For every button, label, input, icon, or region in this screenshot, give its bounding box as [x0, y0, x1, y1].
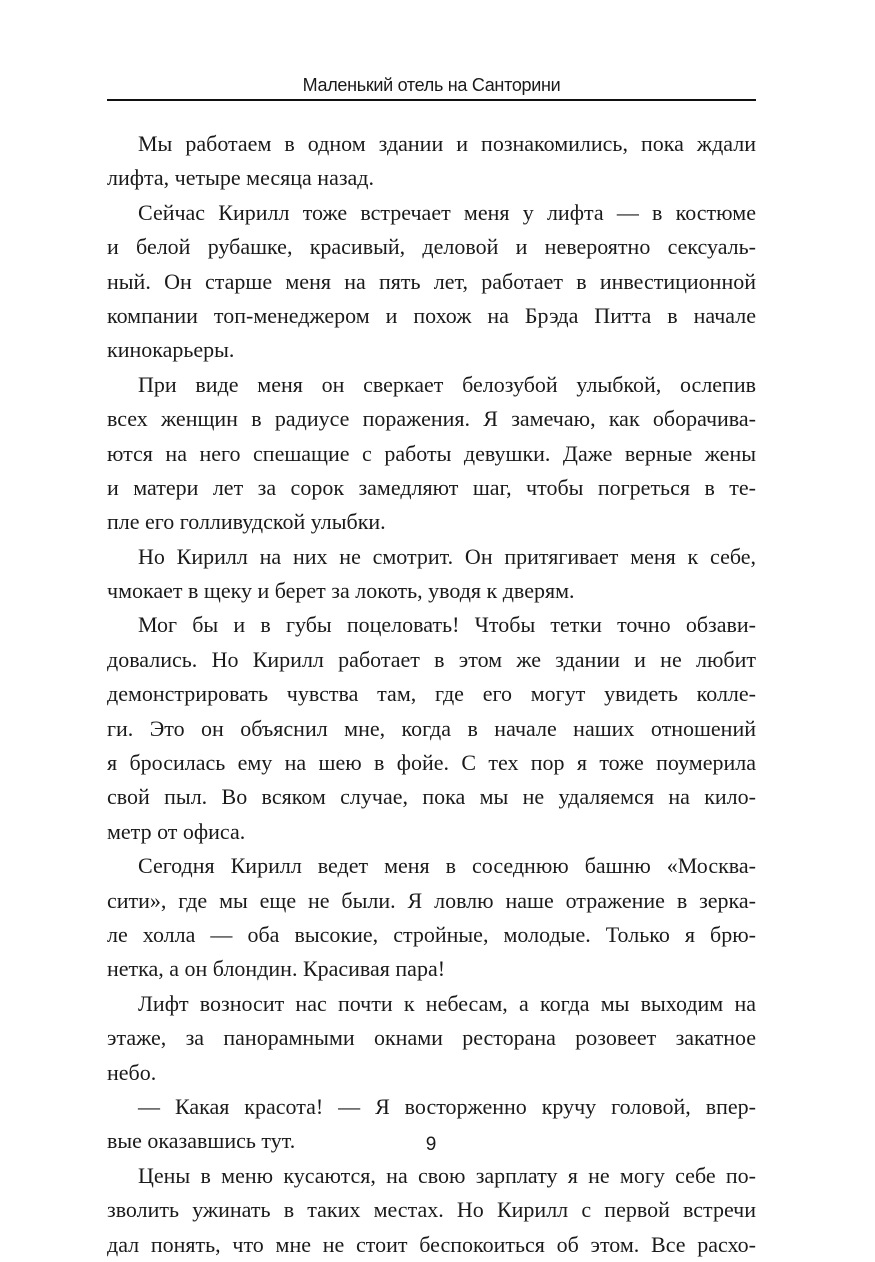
- text-line: демонстрировать чувства там, где его могут увидеть колле-: [107, 681, 756, 707]
- text-line: дал понять, что мне не стоит беспокоиться об этом. Все расхо-: [107, 1231, 756, 1257]
- body-text: [107, 127, 756, 1262]
- paragraph: [107, 368, 756, 540]
- text-line: ги. Это он объяснил мне, когда в начале наших отношений: [107, 715, 756, 741]
- text-line: свой пыл. Во всяком случае, пока мы не удаляемся на кило-: [107, 784, 756, 810]
- text-line: и матери лет за сорок замедляют шаг, чтобы погреться в те-: [107, 474, 756, 500]
- paragraph: [107, 540, 756, 609]
- text-line: метр от офиса.: [107, 818, 246, 844]
- text-line: Лифт возносит нас почти к небесам, а когда мы выходим на: [138, 990, 756, 1016]
- page-number: 9: [425, 1134, 437, 1155]
- text-line: вые оказавшись тут.: [107, 1128, 296, 1154]
- text-line: Сейчас Кирилл тоже встречает меня у лифта — в костюме: [138, 199, 756, 225]
- text-line: ный. Он старше меня на пять лет, работает в инвестиционной: [107, 268, 756, 294]
- text-line: чмокает в щеку и берет за локоть, уводя к дверям.: [107, 578, 575, 604]
- paragraph: [107, 196, 756, 368]
- text-line: всех женщин в радиусе поражения. Я замечаю, как оборачива-: [107, 406, 756, 432]
- text-line: этаже, за панорамными окнами ресторана розовеет закатное: [107, 1025, 756, 1051]
- text-line: компании топ-менеджером и похож на Брэда Питта в начале: [107, 302, 756, 328]
- text-line: сити», где мы еще не были. Я ловлю наше отражение в зерка-: [107, 887, 756, 913]
- paragraph: [107, 987, 756, 1090]
- text-line: — Какая красота! — Я восторженно кручу головой, впер-: [138, 1093, 756, 1119]
- text-line: ле холла — оба высокие, стройные, молодые. Только я брю-: [107, 921, 756, 947]
- text-line: довались. Но Кирилл работает в этом же здании и не любит: [107, 646, 756, 672]
- text-line: нетка, а он блондин. Красивая пара!: [107, 956, 446, 982]
- text-line: и белой рубашке, красивый, деловой и невероятно сексуаль-: [107, 234, 756, 260]
- text-line: При виде меня он сверкает белозубой улыбкой, ослепив: [138, 371, 756, 397]
- text-line: я бросилась ему на шею в фойе. С тех пор я тоже поумерила: [107, 750, 756, 776]
- text-line: Сегодня Кирилл ведет меня в соседнюю башню «Москва-: [138, 853, 756, 879]
- text-line: Цены в меню кусаются, на свою зарплату я не могу себе по-: [138, 1162, 756, 1188]
- paragraph: [107, 608, 756, 849]
- text-line: пле его голливудской улыбки.: [107, 509, 386, 535]
- running-header: Маленький отель на Санторини: [302, 75, 561, 95]
- paragraph: [107, 127, 756, 196]
- text-line: Мы работаем в одном здании и познакомились, пока ждали: [138, 131, 756, 156]
- text-line: зволить ужинать в таких местах. Но Кирилл с первой встречи: [107, 1197, 756, 1223]
- text-line: небо.: [107, 1059, 157, 1085]
- header-rule: [107, 99, 756, 101]
- paragraph: [107, 849, 756, 987]
- text-line: кинокарьеры.: [107, 337, 235, 363]
- text-line: ются на него спешащие с работы девушки. Даже верные жены: [107, 440, 756, 466]
- text-line: лифта, четыре месяца назад.: [107, 165, 374, 191]
- text-line: Но Кирилл на них не смотрит. Он притягивает меня к себе,: [138, 543, 756, 569]
- paragraph: [107, 1159, 756, 1262]
- text-line: Мог бы и в губы поцеловать! Чтобы тетки точно обзави-: [138, 612, 756, 638]
